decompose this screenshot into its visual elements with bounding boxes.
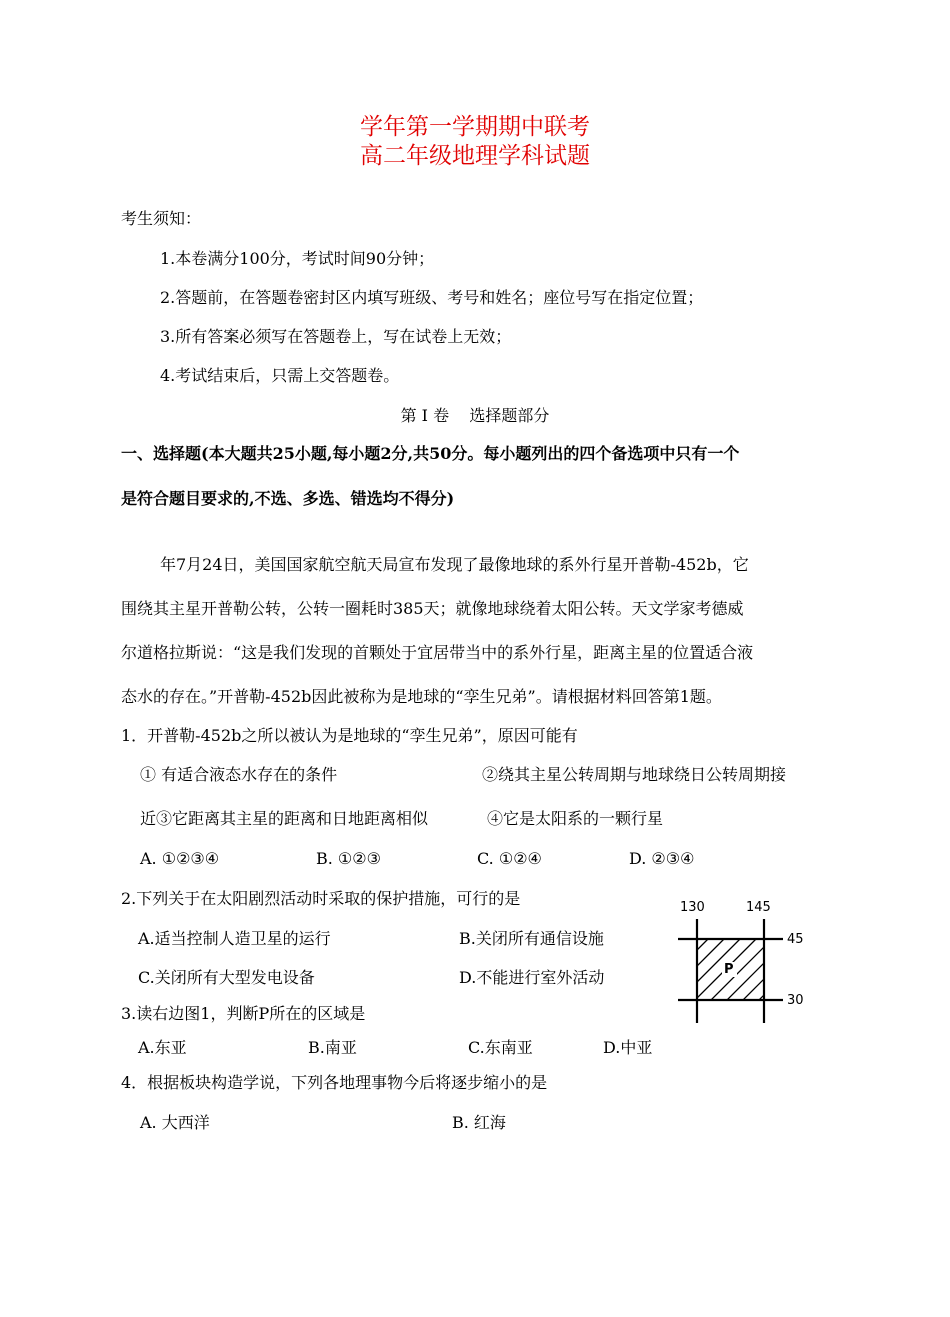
section-instruction-line1: 一、选择题(本大题共25小题,每小题2分,共50分。每小题列出的四个备选项中只有一个	[121, 444, 740, 463]
q1-stem: 1．开普勒-452b之所以被认为是地球的“孪生兄弟”，原因可能有	[121, 726, 578, 745]
section-instruction-line2: 是符合题目要求的,不选、多选、错选均不得分)	[121, 489, 455, 508]
q4-option-a: A. 大西洋	[140, 1113, 210, 1132]
q1-option-c: C. ①②④	[477, 849, 542, 868]
notice-item: 2.答题前，在答题卷密封区内填写班级、考号和姓名；座位号写在指定位置；	[160, 288, 704, 307]
exam-title-line2: 高二年级地理学科试题	[360, 143, 590, 169]
longitude-label-left: 130	[680, 900, 705, 915]
latitude-label-top: 45	[787, 932, 804, 947]
passage-line: 态水的存在。”开普勒-452b因此被称为是地球的“孪生兄弟”。请根据材料回答第1题。	[121, 687, 722, 706]
q1-option-a: A. ①②③④	[140, 849, 220, 868]
q2-option-c: C.关闭所有大型发电设备	[138, 968, 315, 987]
q1-statement: 近③它距离其主星的距离和日地距离相似	[140, 809, 429, 828]
q3-option-c: C.东南亚	[468, 1038, 533, 1057]
notice-item: 3.所有答案必须写在答题卷上，写在试卷上无效；	[160, 327, 512, 346]
q3-option-b: B.南亚	[308, 1038, 357, 1057]
notice-item: 4.考试结束后，只需上交答题卷。	[160, 366, 400, 385]
region-p-label: P	[724, 962, 734, 977]
q1-option-d: D. ②③④	[629, 849, 695, 868]
figure-lat-lon-grid	[670, 895, 840, 1035]
q3-stem: 3.读右边图1，判断P所在的区域是	[121, 1004, 366, 1023]
passage-line: 年7月24日，美国国家航空航天局宣布发现了最像地球的系外行星开普勒-452b，它	[160, 555, 749, 574]
q2-option-b: B.关闭所有通信设施	[459, 929, 604, 948]
section-title: 第 Ⅰ 卷 选择题部分	[400, 406, 550, 425]
q1-option-b: B. ①②③	[316, 849, 381, 868]
grid-diagram	[670, 895, 840, 1035]
notice-heading: 考生须知：	[121, 209, 202, 228]
q2-stem: 2.下列关于在太阳剧烈活动时采取的保护措施，可行的是	[121, 889, 521, 908]
q3-option-d: D.中亚	[603, 1038, 653, 1057]
latitude-label-bottom: 30	[787, 993, 804, 1008]
q2-option-d: D.不能进行室外活动	[459, 968, 605, 987]
longitude-label-right: 145	[746, 900, 771, 915]
notice-item: 1.本卷满分100分，考试时间90分钟；	[160, 249, 435, 268]
q4-option-b: B. 红海	[452, 1113, 506, 1132]
q1-statement: ④它是太阳系的一颗行星	[487, 809, 664, 828]
q4-stem: 4．根据板块构造学说，下列各地理事物今后将逐步缩小的是	[121, 1073, 548, 1092]
q2-option-a: A.适当控制人造卫星的运行	[138, 929, 331, 948]
q3-option-a: A.东亚	[138, 1038, 187, 1057]
exam-title-line1: 学年第一学期期中联考	[360, 114, 590, 140]
q1-statement: ②绕其主星公转周期与地球绕日公转周期接	[482, 765, 787, 784]
q1-statement: ① 有适合液态水存在的条件	[140, 765, 338, 784]
passage-line: 尔道格拉斯说：“这是我们发现的首颗处于宜居带当中的系外行星，距离主星的位置适合液	[121, 643, 754, 662]
passage-line: 围绕其主星开普勒公转，公转一圈耗时385天；就像地球绕着太阳公转。天文学家考德威	[121, 599, 744, 618]
